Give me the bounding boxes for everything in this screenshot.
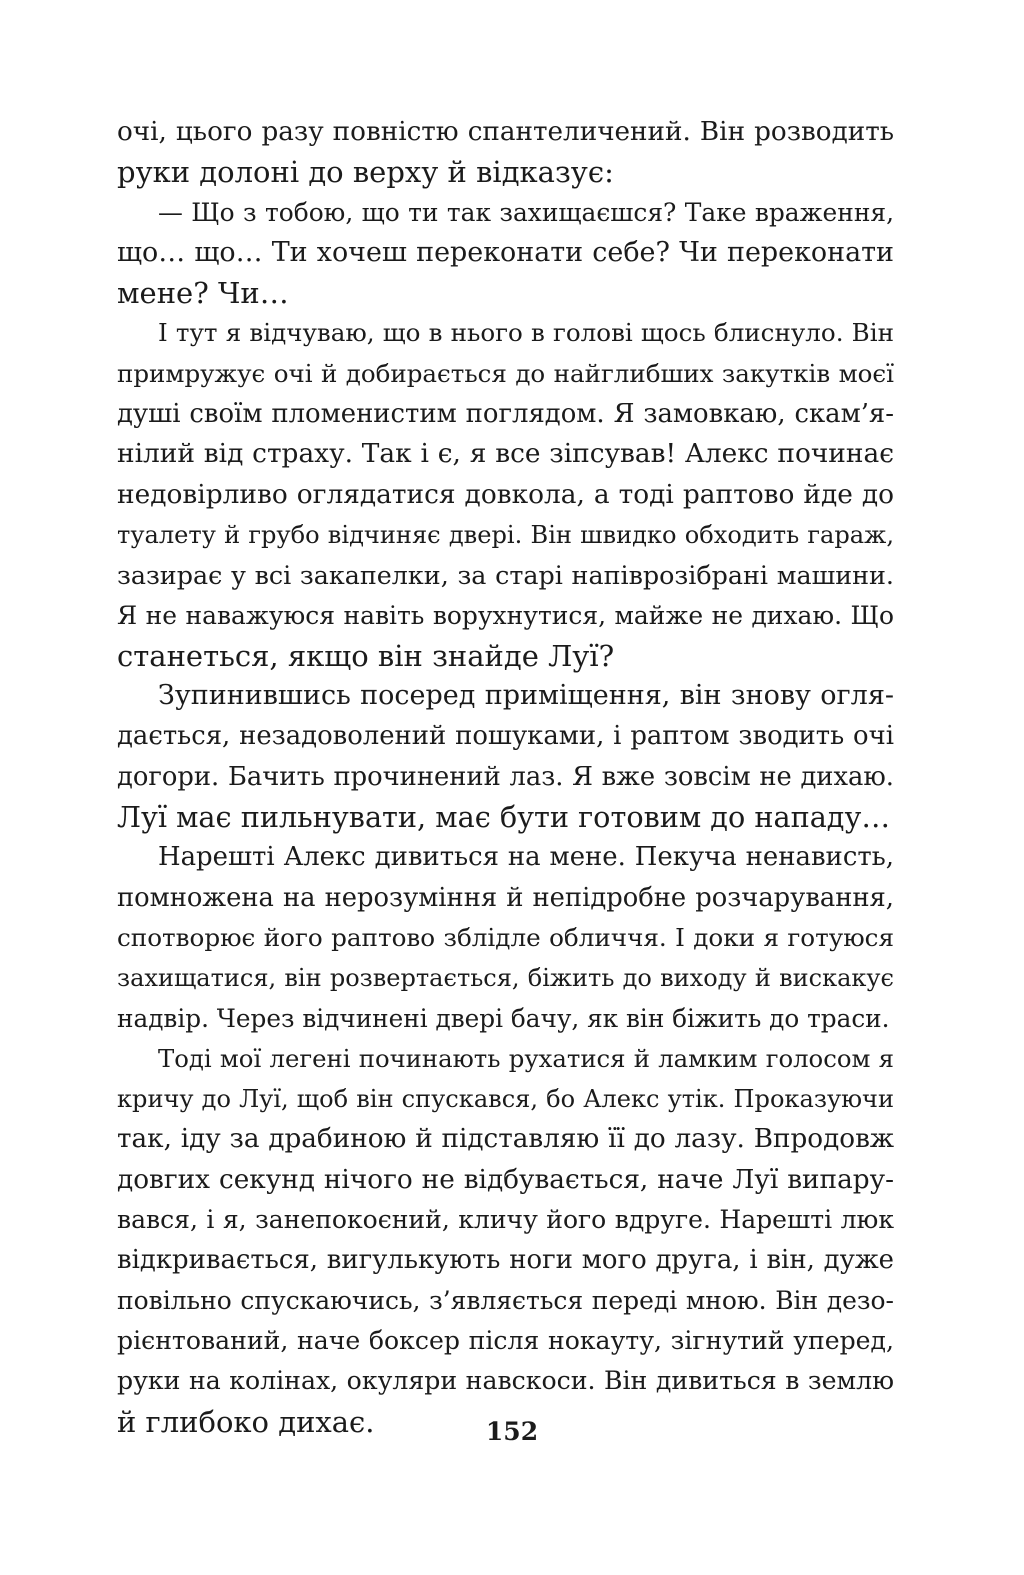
- body-text: [117, 112, 894, 1442]
- text-line: догори. Бачить прочинений лаз. Я вже зовсім не дихаю.: [117, 761, 894, 792]
- text-line: Нарешті Алекс дивиться на мене. Пекуча ненависть,: [158, 842, 894, 873]
- text-line: повільно спускаючись, з’являється переді мною. Він дезо-: [117, 1285, 894, 1315]
- text-line: так, іду за драбиною й підставляю її до лазу. Впродовж: [117, 1124, 894, 1155]
- text-line: примружує очі й добирається до найглибших закутків моєї: [117, 358, 894, 388]
- text-line: руки долоні до верху й відказує:: [117, 155, 614, 190]
- text-line: Тоді мої легені починають рухатися й ламким голосом я: [158, 1043, 894, 1073]
- text-line: Луї має пильнувати, має бути готовим до нападу…: [117, 800, 891, 835]
- text-line: вався, і я, занепокоєний, кличу його вдруге. Нарешті люк: [117, 1205, 894, 1235]
- text-line: захищатися, він розвертається, біжить до виходу й вискакує: [117, 964, 894, 993]
- text-line: станеться, якщо він знайде Луї?: [117, 638, 615, 673]
- text-line: помножена на нерозуміння й непідробне розчарування,: [117, 882, 894, 913]
- text-line: очі, цього разу повністю спантеличений. Він розводить: [117, 117, 894, 147]
- text-line: недовірливо оглядатися довкола, а тоді раптово йде до: [117, 478, 894, 510]
- text-line: руки на колінах, окуляри навскоси. Він дивиться в землю: [117, 1366, 894, 1396]
- text-line: мене? Чи…: [117, 276, 289, 311]
- text-line: душі своїм пломенистим поглядом. Я замовкаю, скам’я-: [117, 399, 894, 430]
- text-line: довгих секунд нічого не відбувається, наче Луї випару-: [117, 1164, 894, 1195]
- text-line: Зупинившись посеред приміщення, він знову огля-: [158, 680, 894, 712]
- text-line: надвір. Через відчинені двері бачу, як він біжить до траси.: [117, 1003, 890, 1033]
- text-line: кричу до Луї, щоб він спускався, бо Алекс утік. Проказуючи: [117, 1085, 894, 1114]
- text-line: спотворює його раптово зблідле обличчя. І доки я готуюся: [117, 922, 894, 952]
- text-line: дається, незадоволений пошуками, і раптом зводить очі: [117, 721, 894, 752]
- text-line: й глибоко дихає.: [117, 1404, 375, 1439]
- page-number: 152: [485, 1417, 539, 1446]
- text-line: що… що… Ти хочеш переконати себе? Чи переконати: [117, 236, 894, 268]
- text-line: відкривається, вигулькують ноги мого друга, і він, дуже: [117, 1245, 894, 1276]
- text-line: зазирає у всі закапелки, за старі напіврозібрані машини.: [117, 560, 894, 591]
- text-line: І тут я відчуваю, що в нього в голові щось блиснуло. Він: [158, 318, 894, 348]
- text-line: — Що з тобою, що ти так захищаєшся? Таке враження,: [158, 197, 894, 227]
- text-line: нілий від страху. Так і є, я все зіпсував! Алекс починає: [117, 438, 894, 470]
- text-line: Я не наважуюся навіть ворухнутися, майже не дихаю. Що: [117, 600, 894, 630]
- text-line: туалету й грубо відчиняє двері. Він швидко обходить гараж,: [117, 520, 894, 549]
- text-line: рієнтований, наче боксер після нокауту, зігнутий уперед,: [117, 1325, 894, 1355]
